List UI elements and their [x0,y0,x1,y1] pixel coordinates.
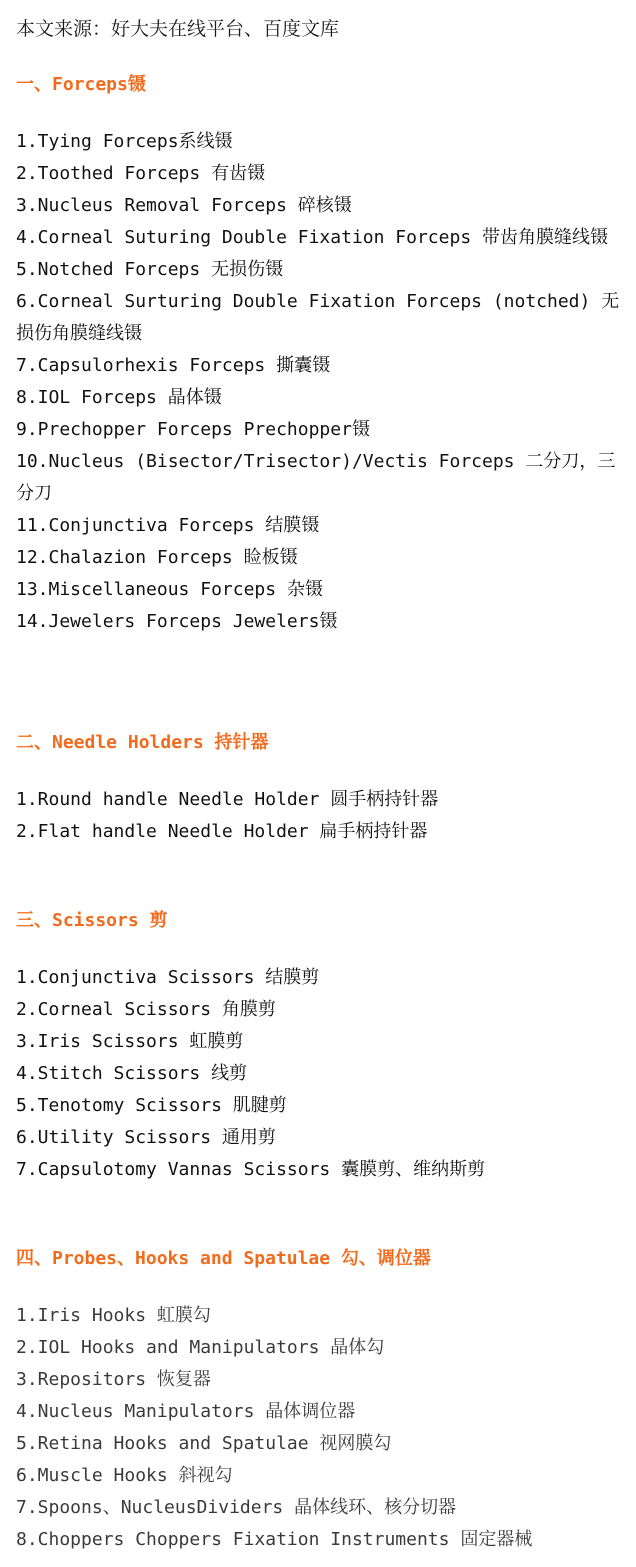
section-heading: 一、Forceps镊 [16,74,146,95]
section-heading: 四、Probes、Hooks and Spatulae 勾、调位器 [16,1248,431,1269]
list-item: 12.Chalazion Forceps 睑板镊 [16,547,298,568]
item-list [16,1300,620,1556]
section-probes-hooks [16,1244,620,1556]
list-item: 3.Repositors 恢复器 [16,1369,211,1390]
list-item: 3.Nucleus Removal Forceps 碎核镊 [16,195,352,216]
section-needle-holders [16,728,620,848]
list-item: 6.Corneal Surturing Double Fixation Forceps (notched) 无损伤角膜缝线镊 [16,291,620,344]
list-item: 2.Flat handle Needle Holder 扁手柄持针器 [16,821,428,842]
list-item: 7.Capsulorhexis Forceps 撕囊镊 [16,355,331,376]
list-item: 10.Nucleus (Bisector/Trisector)/Vectis Forceps 二分刀，三分刀 [16,451,616,504]
list-item: 4.Corneal Suturing Double Fixation Forceps 带齿角膜缝线镊 [16,227,608,248]
list-item: 9.Prechopper Forceps Prechopper镊 [16,419,370,440]
list-item: 2.Corneal Scissors 角膜剪 [16,999,276,1020]
list-item: 5.Retina Hooks and Spatulae 视网膜勾 [16,1433,392,1454]
list-item: 6.Utility Scissors 通用剪 [16,1127,276,1148]
list-item: 5.Tenotomy Scissors 肌腱剪 [16,1095,287,1116]
section-forceps [16,70,620,638]
list-item: 2.IOL Hooks and Manipulators 晶体勾 [16,1337,385,1358]
section-heading: 二、Needle Holders 持针器 [16,732,269,753]
section-heading: 三、Scissors 剪 [16,910,168,931]
section-scissors [16,906,620,1186]
list-item: 6.Muscle Hooks 斜视勾 [16,1465,233,1486]
list-item: 1.Round handle Needle Holder 圆手柄持针器 [16,789,439,810]
list-item: 13.Miscellaneous Forceps 杂镊 [16,579,323,600]
list-item: 2.Toothed Forceps 有齿镊 [16,163,266,184]
list-item: 7.Capsulotomy Vannas Scissors 囊膜剪、维纳斯剪 [16,1159,486,1180]
list-item: 1.Iris Hooks 虹膜勾 [16,1305,211,1326]
list-item: 3.Iris Scissors 虹膜剪 [16,1031,244,1052]
source-note: 本文来源：好大夫在线平台、百度文库 [16,18,340,40]
item-list [16,126,620,638]
list-item: 14.Jewelers Forceps Jewelers镊 [16,611,338,632]
list-item: 4.Stitch Scissors 线剪 [16,1063,248,1084]
list-item: 5.Notched Forceps 无损伤镊 [16,259,284,280]
item-list [16,784,620,848]
list-item: 1.Tying Forceps系线镊 [16,131,233,152]
list-item: 7.Spoons、NucleusDividers 晶体线环、核分切器 [16,1497,457,1518]
list-item: 11.Conjunctiva Forceps 结膜镊 [16,515,320,536]
list-item: 8.IOL Forceps 晶体镊 [16,387,222,408]
list-item: 4.Nucleus Manipulators 晶体调位器 [16,1401,356,1422]
list-item: 8.Choppers Choppers Fixation Instruments 固定器械 [16,1529,533,1550]
list-item: 1.Conjunctiva Scissors 结膜剪 [16,967,320,988]
item-list [16,962,620,1186]
